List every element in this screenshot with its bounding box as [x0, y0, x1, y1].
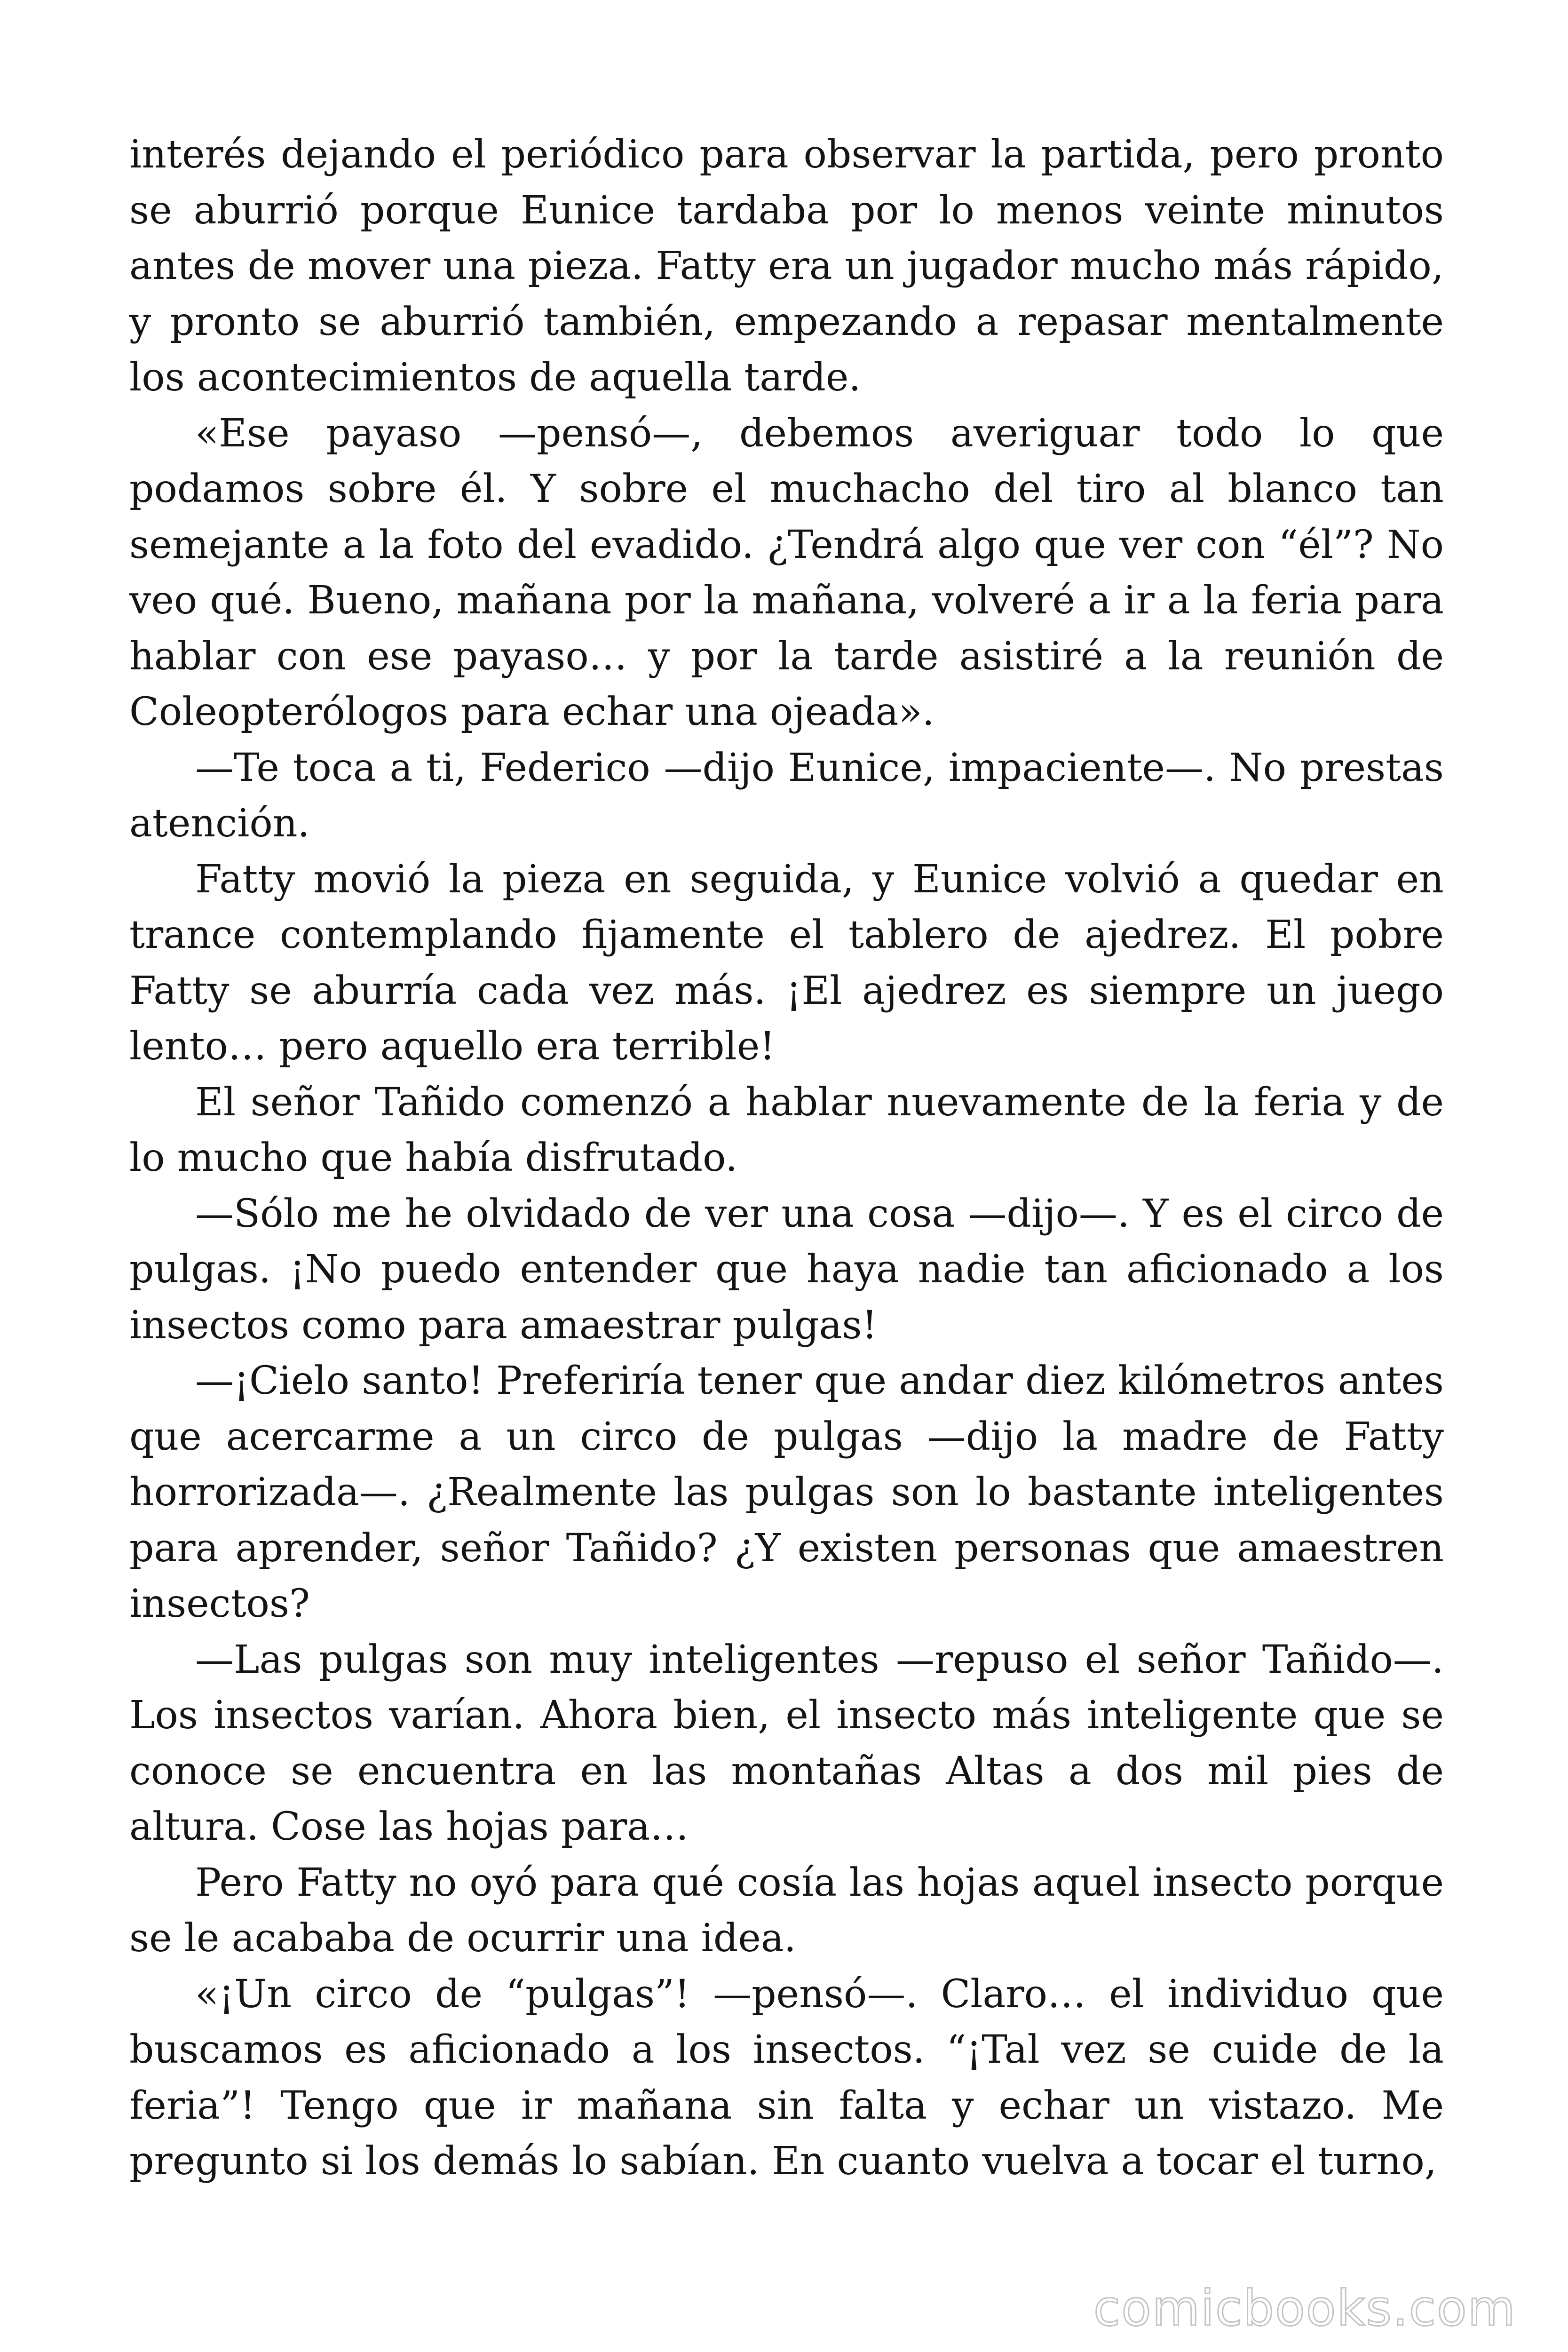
- book-page-text: [129, 127, 1444, 2190]
- paragraph-3: —Te toca a ti, Federico —dijo Eunice, impaciente—. No prestas atención.: [129, 745, 1444, 846]
- paragraph-8: —Las pulgas son muy inteligentes —repuso el señor Tañido—. Los insectos varían. Ahora bien, el insecto más inteligente que se conoce se encuentra en las montañas Altas a dos mil pies de altura. Cose las hojas para…: [129, 1637, 1444, 1849]
- paragraph-2: «Ese payaso —pensó—, debemos averiguar todo lo que podamos sobre él. Y sobre el muchacho del tiro al blanco tan semejante a la foto del evadido. ¿Tendrá algo que ver con “él”? No veo qué. Bueno, mañana por la mañana, volveré a ir a la feria para hablar con ese payaso… y por la tarde asistiré a la reunión de Coleopterólogos para echar una ojeada».: [129, 411, 1444, 734]
- paragraph-10: «¡Un circo de “pulgas”! —pensó—. Claro… el individuo que buscamos es aficionado a los insectos. “¡Tal vez se cuide de la feria”! Tengo que ir mañana sin falta y echar un vistazo. Me pregunto si los demás lo sabían. En cuanto vuelva a tocar el turno,: [129, 1971, 1444, 2184]
- paragraph-6: —Sólo me he olvidado de ver una cosa —dijo—. Y es el circo de pulgas. ¡No puedo entender que haya nadie tan aficionado a los insectos como para amaestrar pulgas!: [129, 1191, 1444, 1348]
- paragraph-7: —¡Cielo santo! Preferiría tener que andar diez kilómetros antes que acercarme a un circo de pulgas —dijo la madre de Fatty horrorizada—. ¿Realmente las pulgas son lo bastante inteligentes para aprender, señor Tañido? ¿Y existen personas que amaestren insectos?: [129, 1359, 1444, 1626]
- paragraph-5: El señor Tañido comenzó a hablar nuevamente de la feria y de lo mucho que había disfrutado.: [129, 1080, 1444, 1180]
- paragraph-4: Fatty movió la pieza en seguida, y Eunice volvió a quedar en trance contemplando fijamente el tablero de ajedrez. El pobre Fatty se aburría cada vez más. ¡El ajedrez es siempre un juego lento… pero aquello era terrible!: [129, 857, 1444, 1069]
- paragraph-9: Pero Fatty no oyó para qué cosía las hojas aquel insecto porque se le acababa de ocurrir una idea.: [129, 1860, 1444, 1961]
- watermark-logo: comicbooks.com: [1093, 2280, 1516, 2337]
- paragraph-1: interés dejando el periódico para observar la partida, pero pronto se aburrió porque Eunice tardaba por lo menos veinte minutos antes de mover una pieza. Fatty era un jugador mucho más rápido, y pronto se aburrió también, empezando a repasar mentalmente los acontecimientos de aquella tarde.: [129, 132, 1444, 400]
